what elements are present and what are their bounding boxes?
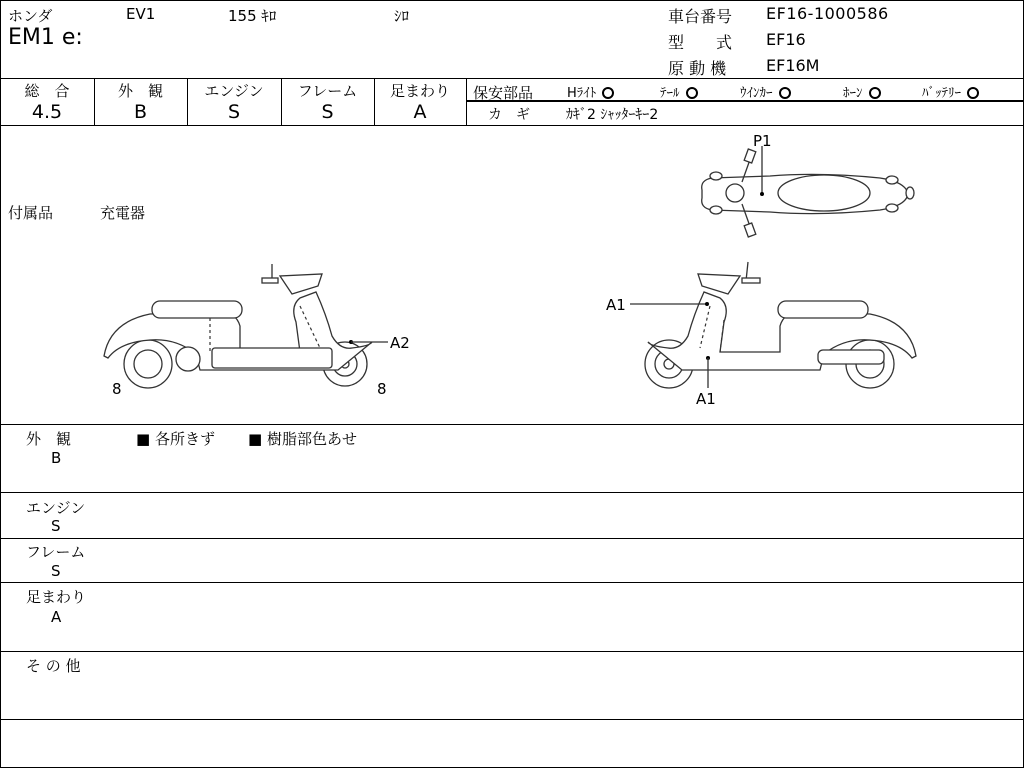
divider (0, 538, 1024, 539)
vehicle-name: EM1 e: (8, 25, 83, 50)
remarks-other-label: そ の 他 (26, 657, 81, 675)
diagram-label-p1: P1 (753, 132, 772, 150)
diagram-label-a2: A2 (390, 334, 410, 352)
ok-circle-icon (602, 87, 614, 99)
type-value: EF16 (766, 30, 806, 49)
safety-item-battery (922, 82, 979, 101)
divider (0, 492, 1024, 493)
mileage: 155 ｷﾛ (228, 7, 277, 25)
safety-item-label: ﾊﾞｯﾃﾘｰ (922, 86, 961, 101)
accessories-value: 充電器 (100, 204, 146, 222)
exterior-grade: B (133, 101, 148, 123)
keys-label: カ ギ (488, 107, 530, 123)
remarks-exterior-note2: ■ 樹脂部色あせ (248, 430, 357, 448)
keys-value: ｶｷﾞ2 ｼｬｯﾀｰｷｰ2 (566, 107, 659, 123)
ok-circle-icon (967, 87, 979, 99)
divider (0, 78, 1024, 79)
diagram-label-a1-upper: A1 (606, 296, 626, 314)
accessories-label: 付属品 (8, 204, 54, 222)
diagram-label-front-wheel: 8 (377, 380, 387, 398)
safety-item-label: ﾎｰﾝ (843, 86, 863, 101)
frame-grade: S (321, 101, 334, 123)
engine-type-value: EF16M (766, 56, 820, 75)
engine-grade: S (227, 101, 241, 123)
divider (0, 719, 1024, 720)
scooter-diagrams (0, 126, 1024, 424)
ok-circle-icon (779, 87, 791, 99)
type-label: 型 式 (668, 33, 733, 52)
remarks-suspension-label: 足まわり (26, 588, 87, 606)
safety-item-label: ﾃｰﾙ (660, 86, 680, 101)
overall-grade: 4.5 (31, 101, 63, 123)
safety-item-headlight (567, 82, 614, 101)
diagram-label-rear-wheel: 8 (112, 380, 122, 398)
scooter-right-side-view (606, 262, 916, 408)
scooter-left-side-view (104, 264, 410, 398)
overall-label: 総 合 (24, 82, 70, 100)
divider (0, 651, 1024, 652)
suspension-grade: A (413, 101, 427, 123)
safety-item-label: Hﾗｲﾄ (567, 86, 597, 101)
safety-item-horn (843, 82, 881, 101)
model: EV1 (126, 5, 156, 23)
remarks-engine-label: エンジン (26, 499, 86, 517)
engine-label: エンジン (204, 82, 264, 100)
remarks-exterior-label: 外 観 (26, 430, 72, 448)
safety-item-tail (660, 82, 698, 101)
ok-circle-icon (869, 87, 881, 99)
divider (466, 78, 467, 125)
exterior-label: 外 観 (117, 82, 163, 100)
frame-no-label: 車台番号 (668, 7, 733, 26)
remarks-exterior-grade: B (51, 449, 62, 467)
divider (0, 424, 1024, 425)
color: ｼﾛ (394, 7, 410, 25)
divider (0, 582, 1024, 583)
safety-item-winker (740, 82, 791, 101)
remarks-frame-grade: S (51, 562, 61, 580)
remarks-exterior-note1: ■ 各所きず (136, 430, 215, 448)
frame-label: フレーム (297, 82, 358, 100)
engine-type-label: 原 動 機 (668, 59, 727, 78)
suspension-label: 足まわり (389, 82, 450, 100)
remarks-suspension-grade: A (51, 608, 62, 626)
scooter-top-view (702, 146, 914, 237)
ok-circle-icon (686, 87, 698, 99)
remarks-engine-grade: S (51, 517, 61, 535)
remarks-frame-label: フレーム (26, 543, 86, 561)
safety-label: 保安部品 (473, 84, 534, 102)
frame-no: EF16-1000586 (766, 4, 889, 23)
diagram-label-a1-lower: A1 (696, 390, 716, 408)
safety-item-label: ｳｲﾝｶｰ (740, 86, 773, 101)
maker: ホンダ (8, 7, 53, 25)
